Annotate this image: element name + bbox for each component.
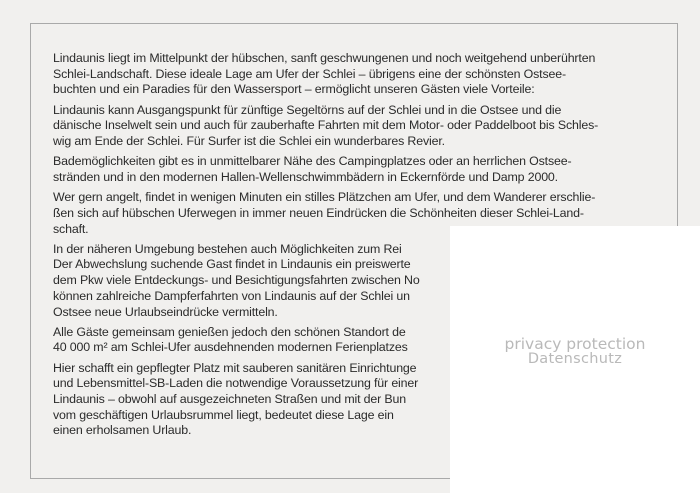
paragraph-bathing (53, 154, 663, 185)
privacy-overlay (450, 226, 700, 493)
text-line: einen erholsamen Urlaub. (53, 423, 192, 438)
privacy-watermark (450, 337, 700, 367)
text-line: Der Abwechslung suchende Gast findet in Lindaunis ein preiswerte (53, 257, 411, 272)
text-line: 40 000 m² am Schlei-Ufer ausdehnenden modernen Ferienplatzes (53, 340, 408, 355)
text-line: vom geschäftigen Urlaubsrummel liegt, bedeutet diese Lage ein (53, 407, 394, 422)
text-line: Lindaunis – obwohl auf ausgezeichneten Straßen und mit der Bun (53, 392, 407, 407)
text-line: Lindaunis kann Ausgangspunkt für zünftige Segeltörns auf der Schlei und in die Ostsee und die (53, 102, 562, 117)
text-line: Bademöglichkeiten gibt es in unmittelbarer Nähe des Campingplatzes oder an herrlichen Ostsee- (53, 154, 572, 169)
privacy-watermark-line1: privacy protection (504, 335, 646, 353)
privacy-watermark-line2: Datenschutz (527, 351, 623, 367)
text-line: können zahlreiche Dampferfahrten von Lindaunis auf der Schlei un (53, 288, 410, 303)
text-line: buchten und ein Paradies für den Wassersport – ermöglicht unseren Gästen viele Vorteile: (53, 82, 535, 97)
paragraph-sailing (53, 103, 663, 150)
paragraph-location (53, 51, 663, 98)
text-line: Alle Gäste gemeinsam genießen jedoch den schönen Standort de (53, 324, 406, 339)
text-line: schaft. (53, 221, 89, 236)
text-line: Wer gern angelt, findet in wenigen Minuten ein stilles Plätzchen am Ufer, und dem Wanderer erschlie- (53, 190, 596, 205)
text-line: stränden und in den modernen Hallen-Wellenschwimmbädern in Eckernförde und Damp 2000. (53, 169, 558, 184)
text-line: dem Pkw viele Entdeckungs- und Besichtigungsfahrten zwischen No (53, 273, 420, 288)
text-line: Schlei-Landschaft. Diese ideale Lage am Ufer der Schlei – übrigens eine der schönsten Ostsee- (53, 66, 566, 81)
text-line: dänische Inselwelt sein und auch für zauberhafte Fahrten mit dem Motor- oder Paddelboot bis Schles- (53, 118, 599, 133)
text-line: und Lebensmittel-SB-Laden die notwendige Voraussetzung für einer (53, 376, 419, 391)
text-line: Ostsee neue Urlaubseindrücke vermitteln. (53, 304, 278, 319)
text-line: ßen sich auf hübschen Uferwegen in immer neuen Eindrücken die Schönheiten dieser Schlei-Land- (53, 205, 584, 220)
text-line: Lindaunis liegt im Mittelpunkt der hübschen, sanft geschwungenen und noch weitgehend unberührten (53, 51, 596, 65)
text-line: In der näheren Umgebung bestehen auch Möglichkeiten zum Rei (53, 241, 402, 256)
text-line: wig am Ende der Schlei. Für Surfer ist die Schlei ein wunderbares Revier. (53, 134, 445, 149)
text-line: Hier schafft ein gepflegter Platz mit sauberen sanitären Einrichtunge (53, 360, 417, 375)
